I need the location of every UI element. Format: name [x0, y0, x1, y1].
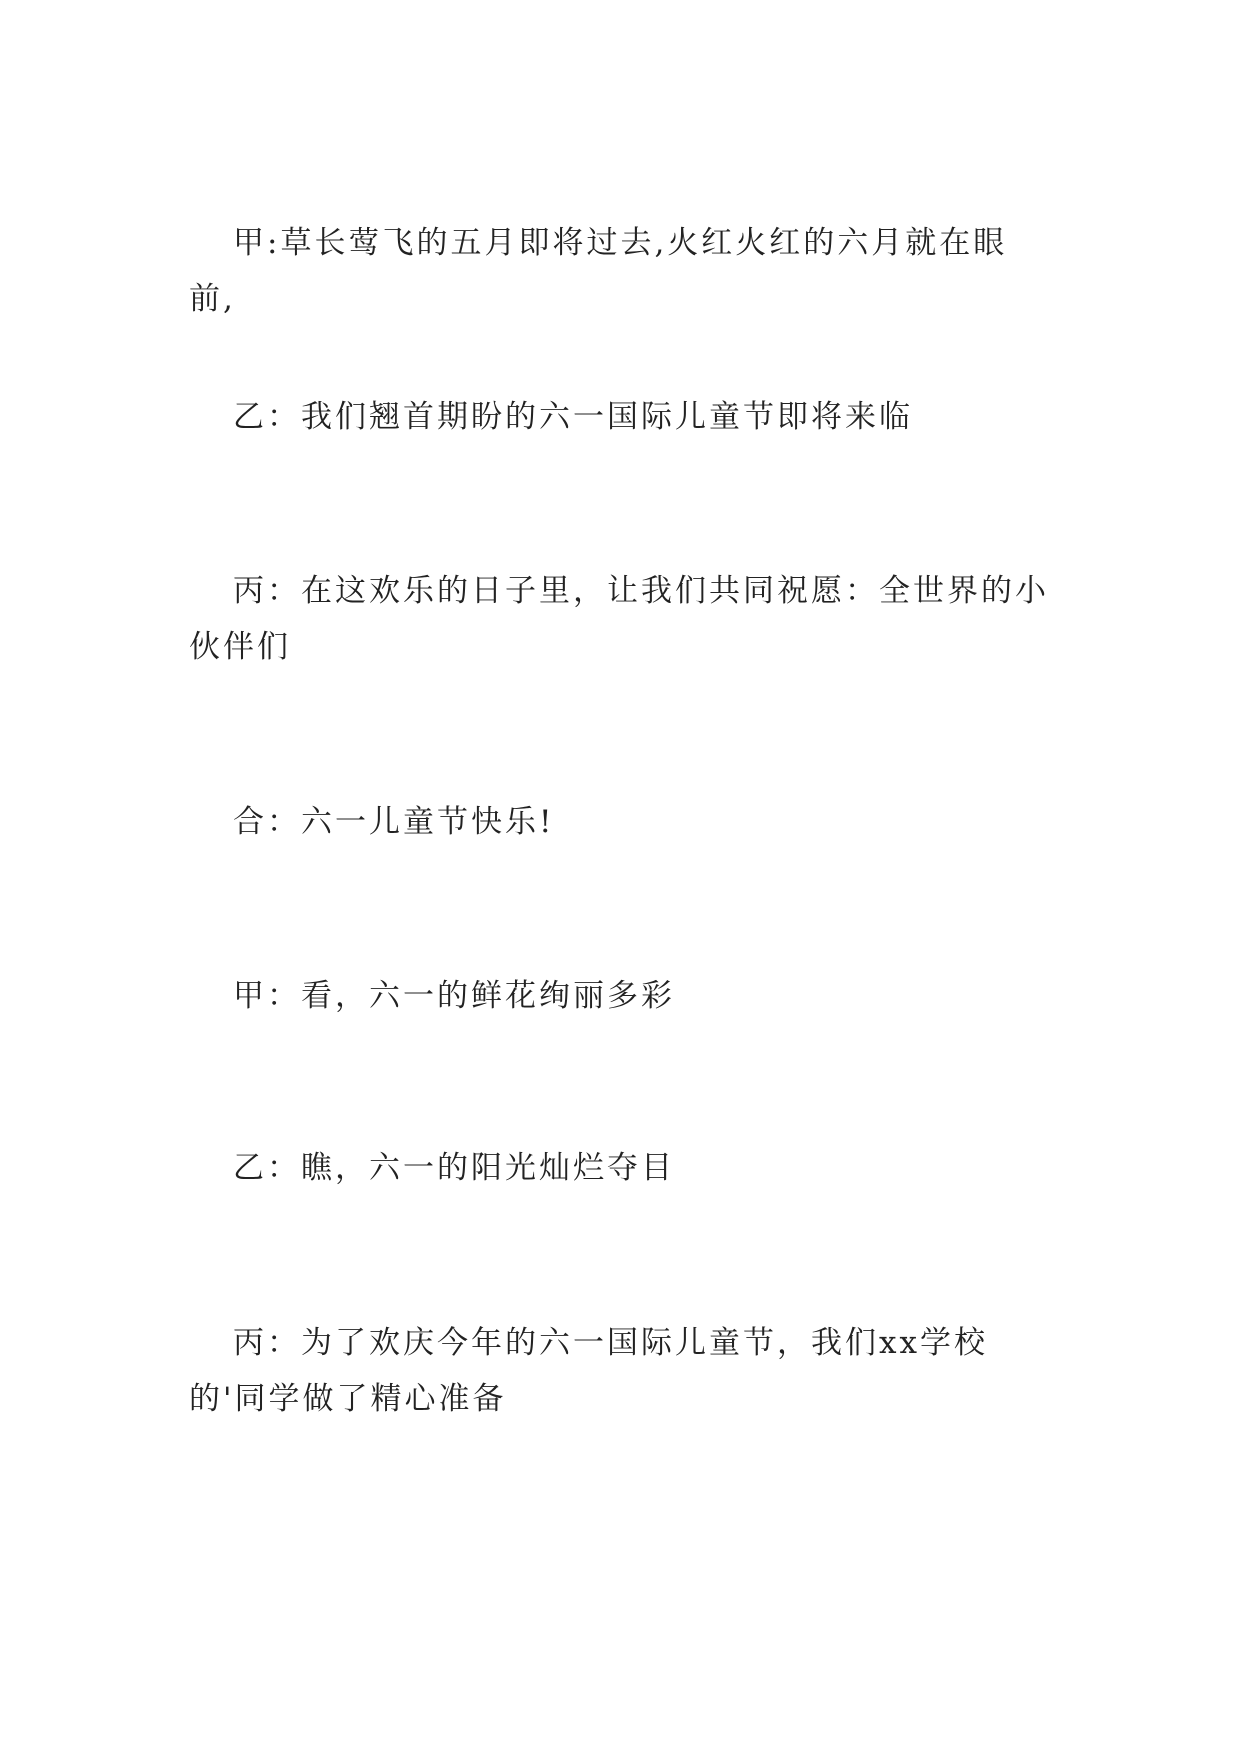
- paragraph-4: 合：六一儿童节快乐!: [233, 804, 555, 840]
- paragraph-5: 甲：看，六一的鲜花绚丽多彩: [233, 978, 675, 1014]
- paragraph-1: 甲:草长莺飞的五月即将过去,火红火红的六月就在眼前,: [189, 225, 1008, 317]
- paragraph-2: 乙：我们翘首期盼的六一国际儿童节即将来临: [233, 399, 913, 435]
- paragraph-3: 丙：在这欢乐的日子里，让我们共同祝愿：全世界的小伙伴们: [189, 573, 1049, 665]
- paragraph-7: 丙：为了欢庆今年的六一国际儿童节，我们xx学校的'同学做了精心准备: [189, 1325, 988, 1417]
- paragraph-6: 乙：瞧，六一的阳光灿烂夺目: [233, 1150, 675, 1186]
